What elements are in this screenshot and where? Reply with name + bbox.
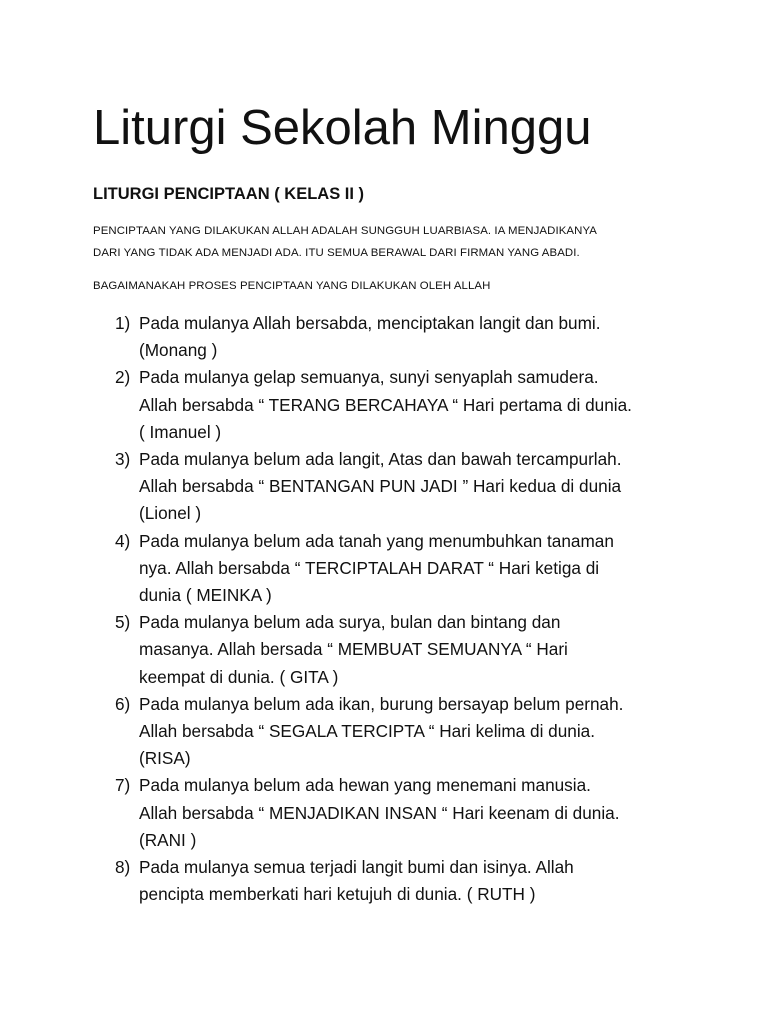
- list-item-number: 3): [115, 449, 131, 470]
- intro-paragraph: [93, 221, 693, 264]
- list-item-text: Pada mulanya belum ada hewan yang menemani manusia.: [139, 775, 591, 796]
- list-item-text: Pada mulanya belum ada langit, Atas dan bawah tercampurlah.: [139, 449, 622, 470]
- list-item-text: Pada mulanya gelap semuanya, sunyi senyaplah samudera.: [139, 367, 599, 388]
- intro-line: DARI YANG TIDAK ADA MENJADI ADA. ITU SEMUA BERAWAL DARI FIRMAN YANG ABADI.: [93, 246, 580, 259]
- list-item-text: ( Imanuel ): [139, 421, 222, 442]
- list-item: [93, 446, 713, 528]
- list-item-number: 5): [115, 612, 131, 633]
- list-item-text: Pada mulanya belum ada ikan, burung bersayap belum pernah.: [139, 693, 624, 714]
- question-text: BAGAIMANAKAH PROSES PENCIPTAAN YANG DILAKUKAN OLEH ALLAH: [93, 280, 491, 292]
- list-item-text: Pada mulanya Allah bersabda, menciptakan langit dan bumi.: [139, 313, 601, 333]
- list-item-text: nya. Allah bersabda “ TERCIPTALAH DARAT “ Hari ketiga di: [139, 557, 600, 578]
- list-item-text: dunia ( MEINKA ): [139, 585, 272, 606]
- list-item-text: pencipta memberkati hari ketujuh di dunia. ( RUTH ): [139, 884, 536, 905]
- list-item-text: Allah bersabda “ BENTANGAN PUN JADI ” Hari kedua di dunia: [139, 476, 622, 497]
- liturgy-list: [93, 310, 713, 908]
- list-item-text: Allah bersabda “ TERANG BERCAHAYA “ Hari pertama di dunia.: [139, 394, 632, 415]
- list-item: [93, 310, 713, 364]
- list-item: [93, 691, 713, 773]
- list-item: [93, 854, 713, 908]
- list-item-number: 6): [115, 693, 131, 714]
- list-item-text: Pada mulanya belum ada surya, bulan dan bintang dan: [139, 612, 561, 633]
- intro-line: PENCIPTAAN YANG DILAKUKAN ALLAH ADALAH SUNGGUH LUARBIASA. IA MENJADIKANYA: [93, 225, 597, 237]
- list-item-text: masanya. Allah bersada “ MEMBUAT SEMUANYA “ Hari: [139, 639, 568, 660]
- list-item: [93, 772, 713, 854]
- page-title: Liturgi Sekolah Minggu: [93, 101, 592, 155]
- list-item: [93, 609, 713, 691]
- list-item-number: 7): [115, 775, 131, 796]
- list-item-text: Allah bersabda “ SEGALA TERCIPTA “ Hari kelima di dunia.: [139, 721, 595, 742]
- list-item-text: Pada mulanya belum ada tanah yang menumbuhkan tanaman: [139, 530, 614, 551]
- list-item-text: Allah bersabda “ MENJADIKAN INSAN “ Hari keenam di dunia.: [139, 802, 620, 823]
- list-item-text: (Lionel ): [139, 503, 202, 524]
- list-item-text: keempat di dunia. ( GITA ): [139, 666, 339, 687]
- list-item-number: 8): [115, 857, 131, 878]
- section-subtitle: LITURGI PENCIPTAAN ( KELAS II ): [93, 185, 365, 203]
- list-item-number: 2): [115, 367, 131, 388]
- list-item-number: 4): [115, 530, 131, 551]
- list-item-text: (Monang ): [139, 340, 218, 361]
- list-item-number: 1): [115, 313, 131, 333]
- list-item-text: (RANI ): [139, 829, 197, 850]
- list-item-text: (RISA): [139, 748, 191, 769]
- list-item: [93, 364, 713, 446]
- list-item-text: Pada mulanya semua terjadi langit bumi dan isinya. Allah: [139, 857, 574, 878]
- list-item: [93, 528, 713, 610]
